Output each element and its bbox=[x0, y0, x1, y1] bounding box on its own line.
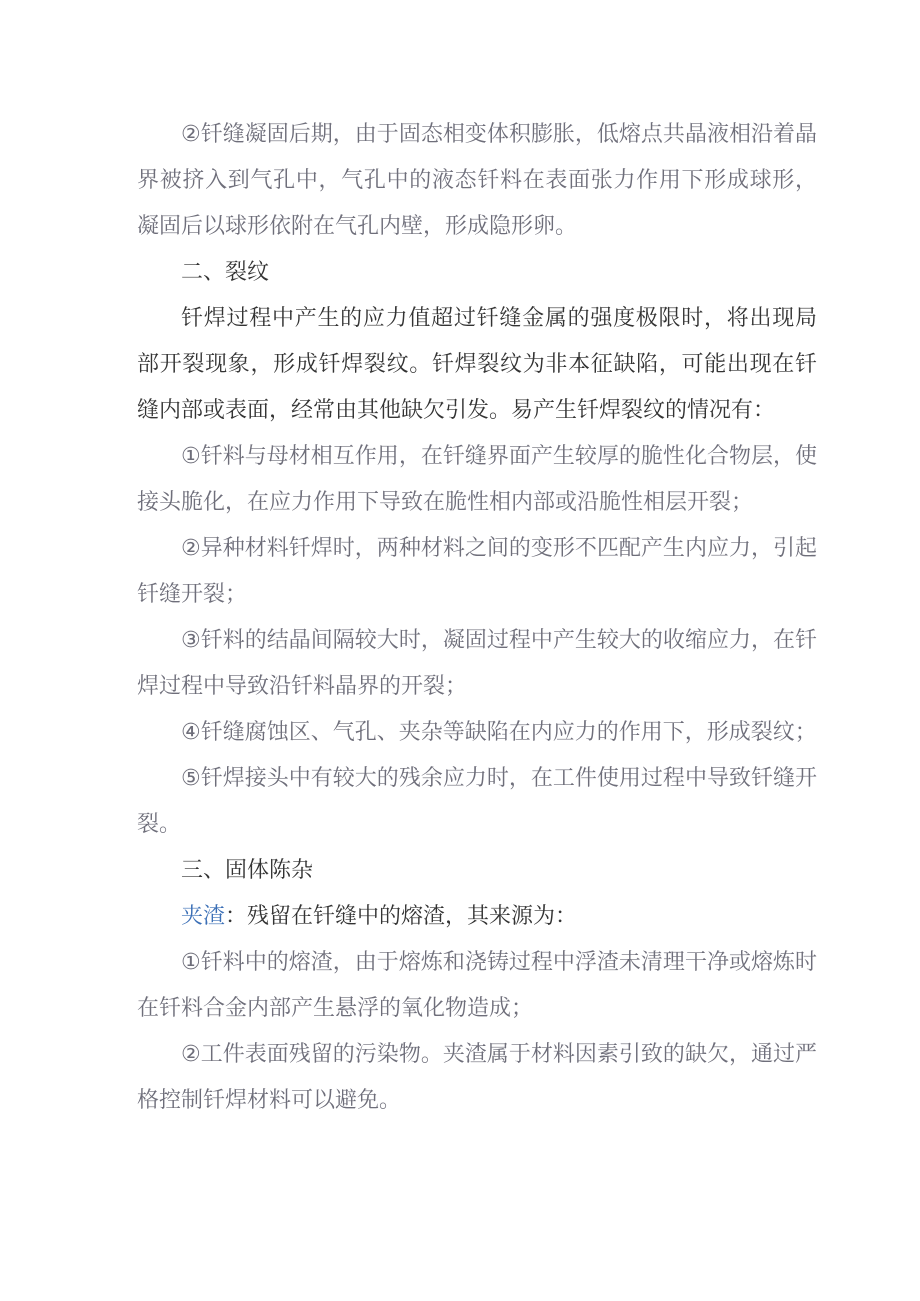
paragraph-crack-case-1: ①钎料与母材相互作用，在钎缝界面产生较厚的脆性化合物层，使接头脆化，在应力作用下导致在脆性相内部或沿脆性相层开裂； bbox=[137, 444, 817, 515]
paragraph-crack-definition: 钎焊过程中产生的应力值超过钎缝金属的强度极限时，将出现局部开裂现象，形成钎焊裂纹。钎焊裂纹为非本征缺陷，可能出现在钎缝内部或表面，经常由其他缺欠引发。易产生钎焊裂纹的情况有： bbox=[137, 306, 817, 423]
term-slag: 夹渣 bbox=[181, 904, 226, 929]
paragraph-pore-hidden-egg: ②钎缝凝固后期，由于固态相变体积膨胀，低熔点共晶液相沿着晶界被挤入到气孔中，气孔中的液态钎料在表面张力作用下形成球形，凝固后以球形依附在气孔内壁，形成隐形卵。 bbox=[137, 122, 817, 239]
paragraph-slag-source-2: ②工件表面残留的污染物。夹渣属于材料因素引致的缺欠，通过严格控制钎焊材料可以避免。 bbox=[137, 1042, 817, 1113]
paragraph-slag-definition bbox=[137, 894, 817, 940]
paragraph-crack-case-2: ②异种材料钎焊时，两种材料之间的变形不匹配产生内应力，引起钎缝开裂； bbox=[137, 536, 817, 607]
paragraph-crack-case-4: ④钎缝腐蚀区、气孔、夹杂等缺陷在内应力的作用下，形成裂纹； bbox=[181, 720, 817, 745]
paragraph-crack-case-3: ③钎料的结晶间隔较大时，凝固过程中产生较大的收缩应力，在钎焊过程中导致沿钎料晶界的开裂； bbox=[137, 628, 817, 699]
section-heading-cracks: 二、裂纹 bbox=[181, 260, 270, 285]
paragraph-crack-case-5: ⑤钎焊接头中有较大的残余应力时，在工件使用过程中导致钎缝开裂。 bbox=[137, 766, 817, 837]
document-body bbox=[137, 112, 817, 1124]
paragraph-slag-source-1: ①钎料中的熔渣，由于熔炼和浇铸过程中浮渣未清理干净或熔炼时在钎料合金内部产生悬浮的氧化物造成； bbox=[137, 950, 817, 1021]
section-heading-solid-inclusions: 三、固体陈杂 bbox=[181, 858, 314, 883]
slag-definition-text: ：残留在钎缝中的熔渣，其来源为： bbox=[225, 904, 578, 929]
